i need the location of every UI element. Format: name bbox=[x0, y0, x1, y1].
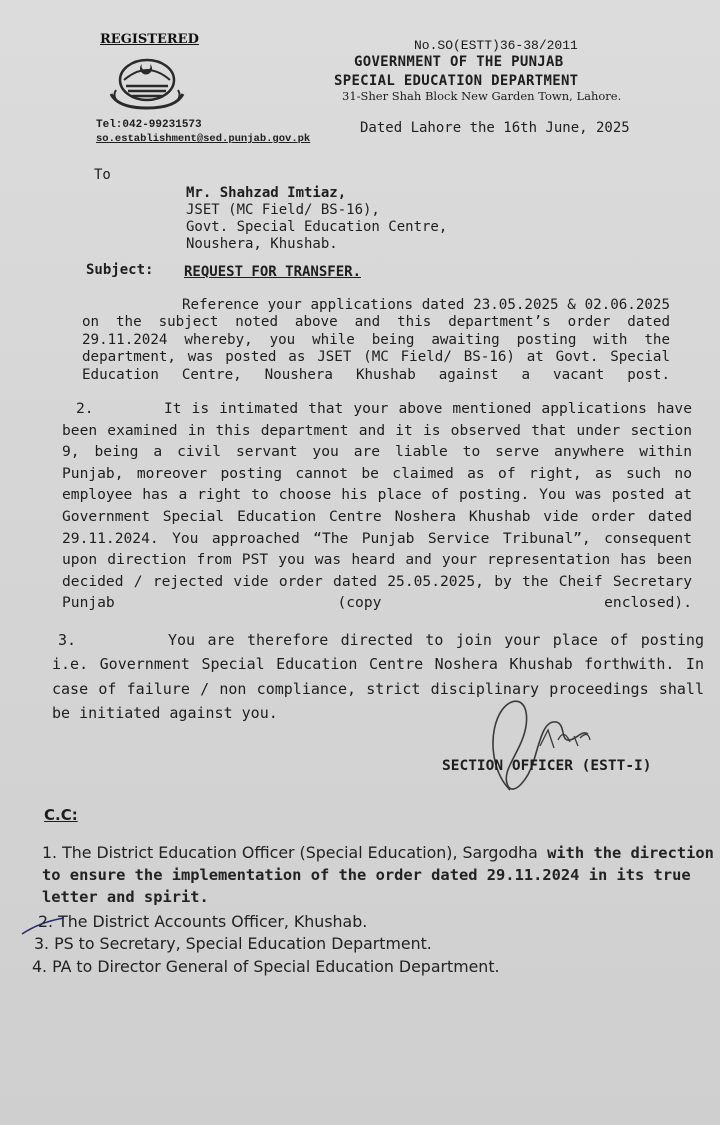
government-heading: GOVERNMENT OF THE PUNJAB bbox=[354, 54, 564, 70]
paragraph-3-number: 3. bbox=[58, 631, 77, 649]
cc-item-1-direction: with the direction to ensure the implementation of the order dated 29.11.2024 in its true letter and spirit. bbox=[42, 844, 714, 906]
paragraph-1 bbox=[82, 297, 670, 384]
recipient-line: Govt. Special Education Centre, bbox=[186, 219, 448, 235]
email-link[interactable]: so.establishment@sed.punjab.gov.pk bbox=[96, 133, 311, 145]
telephone: Tel:042-99231573 bbox=[96, 119, 202, 131]
government-seal-logo bbox=[108, 50, 186, 112]
recipient-line: Mr. Shahzad Imtiaz, bbox=[186, 185, 347, 201]
cc-item-2: 2. The District Accounts Officer, Khushab. bbox=[38, 912, 368, 931]
paragraph-3-text: You are therefore directed to join your place of posting i.e. Government Special Education Centre Noshera Khushab forthwith. In case of failure / non compliance, strict disciplinary proceedings shall be initiated against you. bbox=[52, 631, 704, 723]
cc-item-3: 3. PS to Secretary, Special Education Department. bbox=[34, 934, 432, 953]
cc-item-1-text: 1. The District Education Officer (Special Education), Sargodha bbox=[42, 843, 538, 862]
paragraph-2 bbox=[62, 398, 692, 614]
to-label: To bbox=[94, 167, 111, 183]
pen-mark-icon bbox=[20, 916, 66, 936]
reference-number: No.SO(ESTT)36-38/2011 bbox=[414, 38, 578, 53]
registered-label: REGISTERED bbox=[100, 32, 199, 47]
handwritten-signature bbox=[470, 690, 610, 800]
paragraph-2-text: It is intimated that your above mentioned applications have been examined in this department and it is observed that under section 9, being a civil servant you are liable to serve anywhere within Punjab, moreover posting cannot be claimed as of right, as such no employee has a right to choose his place of posting. You was posted at Government Special Education Centre Noshera Khushab vide order dated 29.11.2024. You approached “The Punjab Service Tribunal”, consequent upon direction from PST you was heard and your representation has been decided / rejected vide order dated 25.05.2025, by the Cheif Secretary Punjab (copy enclosed). bbox=[62, 400, 692, 612]
cc-item-1 bbox=[42, 842, 718, 908]
paragraph-2-number: 2. bbox=[76, 400, 94, 417]
recipient-address bbox=[186, 185, 447, 253]
department-address: 31-Sher Shah Block New Garden Town, Lahore. bbox=[342, 89, 622, 103]
letter-date: Dated Lahore the 16th June, 2025 bbox=[360, 120, 630, 136]
recipient-line: JSET (MC Field/ BS-16), bbox=[186, 202, 380, 218]
paragraph-1-text: Reference your applications dated 23.05.2025 & 02.06.2025 on the subject noted above and this department’s order dated 29.11.2024 whereby, you while being awaiting posting with the department, was posted as JSET (MC Field/ BS-16) at Govt. Special Education Centre, Noushera Khushab against a vacant post. bbox=[82, 297, 670, 383]
cc-label: C.C: bbox=[44, 806, 78, 824]
subject-label: Subject: bbox=[86, 262, 154, 278]
recipient-line: Noushera, Khushab. bbox=[186, 236, 338, 252]
cc-item-4: 4. PA to Director General of Special Education Department. bbox=[32, 957, 500, 976]
signatory-title: SECTION OFFICER (ESTT-I) bbox=[442, 758, 652, 774]
subject-text: REQUEST FOR TRANSFER. bbox=[184, 264, 362, 280]
department-heading: SPECIAL EDUCATION DEPARTMENT bbox=[334, 73, 579, 89]
